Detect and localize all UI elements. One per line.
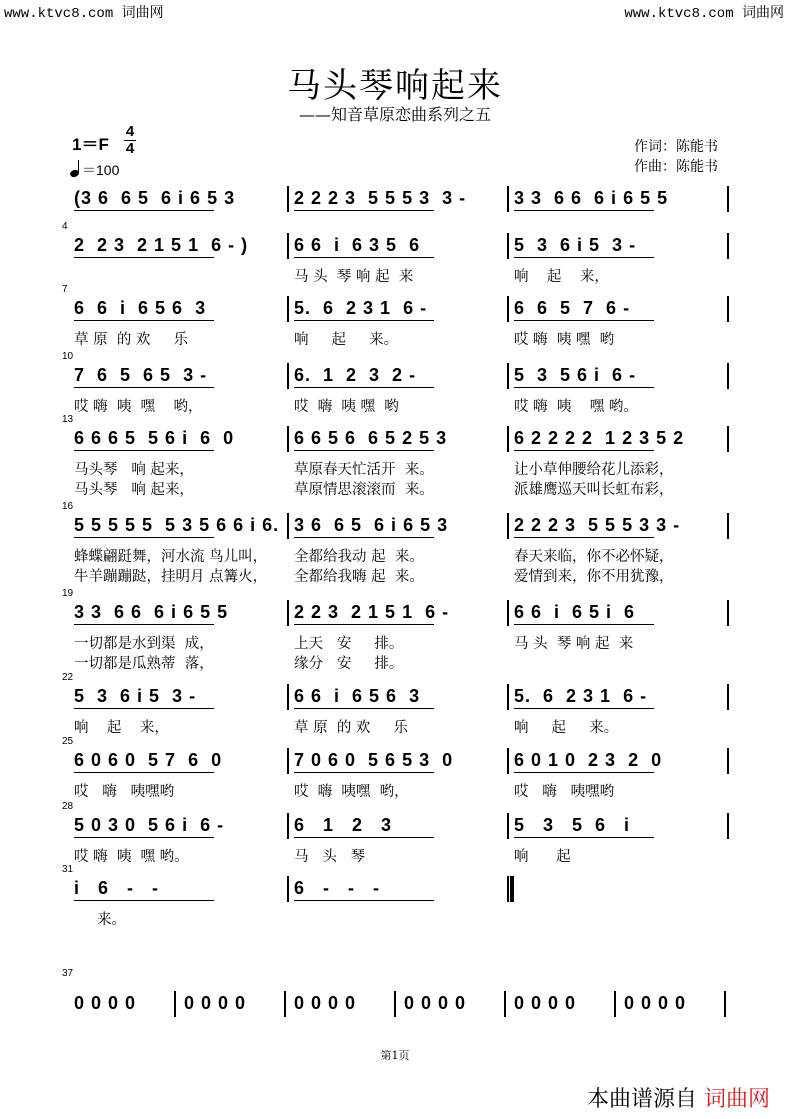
- rest-measure: 0 0 0 0: [294, 993, 357, 1013]
- system-number: 13: [62, 414, 74, 425]
- rest-measure: 0 0 0 0: [404, 993, 467, 1013]
- lyric-line: 一切都是水到渠 成，: [74, 636, 214, 652]
- lyric-line: 蜂蝶翩跹舞，河水流 鸟儿叫，: [74, 549, 268, 565]
- measure-notes: 6 - - -: [294, 878, 381, 898]
- beam-line: [294, 708, 434, 709]
- system-number: 22: [62, 672, 74, 683]
- bar-line: [507, 363, 509, 389]
- system-number: 28: [62, 801, 74, 812]
- lyric-line: 全都给我动 起 来。: [294, 549, 424, 565]
- bar-line: [394, 991, 396, 1017]
- system-number: 31: [62, 864, 74, 875]
- beam-line: [294, 900, 434, 901]
- measure-notes: 5 5 5 5 5 5 3 5 6 6 i 6.: [74, 515, 280, 535]
- beam-line: [514, 387, 654, 388]
- page-number: 第1页: [380, 1049, 410, 1062]
- bar-line: [507, 233, 509, 259]
- measure-notes: 6 0 1 0 2 3 2 0: [514, 750, 663, 770]
- measure-notes: 2 2 3 2 1 5 1 6 -: [294, 602, 450, 622]
- measure-notes: 6 6 i 6 5 6 3: [74, 298, 207, 318]
- beam-line: [294, 210, 434, 211]
- system-number: 10: [62, 351, 74, 362]
- measure-notes: 7 6 5 6 5 3 -: [74, 365, 208, 385]
- lyric-line: 哎 嗨 咦 嘿 哟。: [74, 849, 189, 865]
- beam-line: [514, 450, 654, 451]
- bar-line: [727, 426, 729, 452]
- lyric-line: 草原春天忙活开 来。: [294, 462, 434, 478]
- system-number: 25: [62, 736, 74, 747]
- beam-line: [514, 708, 654, 709]
- bar-line: [727, 748, 729, 774]
- quarter-note-icon: [70, 161, 82, 177]
- lyric-line: 马 头 琴 响 起 来: [514, 636, 634, 652]
- lyric-line: 哎 嗨 咦 嘿 哟: [514, 332, 615, 348]
- lyric-line: 草 原 的 欢 乐: [294, 720, 408, 736]
- lyric-line: 缘分 安 排。: [294, 656, 404, 672]
- beam-line: [294, 387, 434, 388]
- measure-notes: 3 3 6 6 6 i 6 5 5: [74, 602, 229, 622]
- lyric-line: 响 起: [514, 849, 571, 865]
- lyric-line: 草 原 的 欢 乐: [74, 332, 188, 348]
- beam-line: [74, 537, 214, 538]
- watermark-left: www.ktvc8.com 词曲网: [4, 6, 164, 22]
- rest-measure: 0 0 0 0: [74, 993, 137, 1013]
- lyric-line: 响 起 来。: [514, 720, 619, 736]
- measure-notes: 5 3 6 i 5 3 -: [514, 235, 637, 255]
- system-number: 19: [62, 588, 74, 599]
- lyric-line: 哎 嗨 咦 嘿 哟，: [74, 399, 203, 415]
- lyric-line: 响 起 来。: [294, 332, 399, 348]
- measure-notes: 2 2 2 3 5 5 5 3 3 -: [514, 515, 681, 535]
- beam-line: [74, 708, 214, 709]
- measure-notes: 5. 6 2 3 1 6 -: [294, 298, 428, 318]
- bar-line: [287, 426, 289, 452]
- measure-notes: 7 0 6 0 5 6 5 3 0: [294, 750, 454, 770]
- beam-line: [74, 210, 214, 211]
- measure-notes: 5 3 5 6 i: [514, 815, 631, 835]
- measure-notes: 5 0 3 0 5 6 i 6 -: [74, 815, 225, 835]
- measure-notes: 6 6 5 7 6 -: [514, 298, 631, 318]
- measure-notes: 5 3 6 i 5 3 -: [74, 686, 197, 706]
- measure-notes: (3 6 6 5 6 i 6 5 3: [74, 188, 236, 208]
- bar-line: [507, 684, 509, 710]
- lyric-line: 草原情思滚滚而 来。: [294, 482, 434, 498]
- beam-line: [74, 900, 214, 901]
- bar-line: [287, 876, 289, 902]
- tempo-marking: [70, 160, 119, 180]
- beam-line: [74, 624, 214, 625]
- lyric-line: 响 起 来，: [74, 720, 169, 736]
- system-number: 16: [62, 501, 74, 512]
- key-signature: 1＝F: [72, 135, 109, 154]
- rest-measure: 0 0 0 0: [514, 993, 577, 1013]
- bar-line: [287, 186, 289, 212]
- lyric-line: 哎 嗨 咦嘿 哟，: [294, 784, 409, 800]
- bar-line: [504, 991, 506, 1017]
- bar-line: [727, 684, 729, 710]
- measure-notes: 6 6 i 6 5 6 3: [294, 686, 421, 706]
- measure-notes: 5. 6 2 3 1 6 -: [514, 686, 648, 706]
- beam-line: [74, 450, 214, 451]
- lyric-line: 来。: [74, 912, 127, 928]
- measure-notes: 6 0 6 0 5 7 6 0: [74, 750, 223, 770]
- beam-line: [514, 320, 654, 321]
- beam-line: [74, 837, 214, 838]
- beam-line: [514, 772, 654, 773]
- bar-line: [507, 186, 509, 212]
- lyric-line: 让小草伸腰给花儿添彩，: [514, 462, 674, 478]
- lyric-line: 哎 嗨 咦 嘿 哟。: [514, 399, 638, 415]
- beam-line: [74, 387, 214, 388]
- measure-notes: 6 6 6 5 5 6 i 6 0: [74, 428, 235, 448]
- lyric-line: 马头琴 响 起来，: [74, 482, 194, 498]
- beam-line: [514, 257, 654, 258]
- lyric-line: 马头琴 响 起来，: [74, 462, 194, 478]
- measure-notes: 6. 1 2 3 2 -: [294, 365, 417, 385]
- source-prefix: 本曲谱源自: [586, 1087, 697, 1112]
- lyric-line: 马 头 琴: [294, 849, 366, 865]
- beam-line: [294, 537, 434, 538]
- lyric-line: 爱情到来，你不用犹豫，: [514, 569, 674, 585]
- measure-notes: 6 1 2 3: [294, 815, 393, 835]
- beam-line: [514, 210, 654, 211]
- lyric-line: 上天 安 排。: [294, 636, 404, 652]
- measure-notes: 3 3 6 6 6 i 6 5 5: [514, 188, 669, 208]
- lyricist-credit: 作词：陈能书: [634, 139, 718, 155]
- bar-line: [507, 296, 509, 322]
- lyric-line: 响 起 来，: [514, 269, 609, 285]
- bar-line: [507, 748, 509, 774]
- bar-line: [287, 233, 289, 259]
- bar-line: [287, 363, 289, 389]
- bar-line: [507, 813, 509, 839]
- system-number: 7: [62, 284, 68, 295]
- bar-line: [727, 363, 729, 389]
- beam-line: [294, 320, 434, 321]
- bar-line: [287, 684, 289, 710]
- lyric-line: 春天来临，你不必怀疑，: [514, 549, 674, 565]
- measure-notes: 2 2 2 3 5 5 5 3 3 -: [294, 188, 467, 208]
- lyric-line: 哎 嗨 咦嘿哟: [74, 784, 175, 800]
- bar-line: [724, 991, 726, 1017]
- system-number: 37: [62, 968, 74, 979]
- measure-notes: 6 6 i 6 5 i 6: [514, 602, 636, 622]
- tempo-value: ＝100: [82, 162, 120, 178]
- bar-line: [174, 991, 176, 1017]
- bar-line: [727, 600, 729, 626]
- beam-line: [74, 320, 214, 321]
- bar-line: [507, 876, 509, 902]
- measure-notes: 2 2 3 2 1 5 1 6 - ): [74, 235, 249, 255]
- bar-line: [287, 748, 289, 774]
- lyric-line: 哎 嗨 咦嘿哟: [514, 784, 615, 800]
- source-credit: [587, 1082, 770, 1113]
- beam-line: [514, 624, 654, 625]
- bar-line: [727, 813, 729, 839]
- measure-notes: 6 6 i 6 3 5 6: [294, 235, 421, 255]
- beam-line: [294, 257, 434, 258]
- bar-line: [727, 233, 729, 259]
- bar-line: [507, 513, 509, 539]
- beam-line: [514, 537, 654, 538]
- bar-line: [284, 991, 286, 1017]
- measure-notes: 6 2 2 2 2 1 2 3 5 2: [514, 428, 685, 448]
- lyric-line: 一切都是瓜熟蒂 落，: [74, 656, 214, 672]
- bar-line: [727, 296, 729, 322]
- composer-credit: 作曲：陈能书: [634, 159, 718, 175]
- time-signature: [124, 125, 136, 156]
- bar-line: [507, 600, 509, 626]
- beam-line: [294, 624, 434, 625]
- bar-line: [287, 600, 289, 626]
- lyric-line: 牛羊蹦蹦跶，挂明月 点篝火，: [74, 569, 268, 585]
- bar-line: [287, 513, 289, 539]
- source-brand: 词曲网: [703, 1087, 770, 1112]
- lyric-line: 派雄鹰巡天叫长虹布彩，: [514, 482, 674, 498]
- time-bottom: 4: [125, 140, 135, 157]
- beam-line: [294, 450, 434, 451]
- final-barline: [510, 876, 514, 902]
- bar-line: [727, 186, 729, 212]
- system-number: 4: [62, 221, 68, 232]
- bar-line: [614, 991, 616, 1017]
- beam-line: [294, 837, 434, 838]
- bar-line: [507, 426, 509, 452]
- watermark-right: www.ktvc8.com 词曲网: [624, 6, 784, 22]
- lyric-line: 哎 嗨 咦 嘿 哟: [294, 399, 399, 415]
- measure-notes: i 6 - -: [74, 878, 160, 898]
- measure-notes: 5 3 5 6 i 6 -: [514, 365, 637, 385]
- song-title: 马头琴响起来: [287, 66, 503, 106]
- measure-notes: 3 6 6 5 6 i 6 5 3: [294, 515, 449, 535]
- bar-line: [287, 296, 289, 322]
- lyric-line: 马 头 琴 响 起 来: [294, 269, 414, 285]
- beam-line: [514, 837, 654, 838]
- time-top: 4: [125, 123, 135, 140]
- beam-line: [294, 772, 434, 773]
- measure-notes: 6 6 5 6 6 5 2 5 3: [294, 428, 448, 448]
- beam-line: [74, 772, 214, 773]
- lyric-line: 全都给我嗨 起 来。: [294, 569, 424, 585]
- rest-measure: 0 0 0 0: [184, 993, 247, 1013]
- rest-measure: 0 0 0 0: [624, 993, 687, 1013]
- song-subtitle: ——知音草原恋曲系列之五: [298, 105, 491, 124]
- bar-line: [727, 513, 729, 539]
- bar-line: [287, 813, 289, 839]
- beam-line: [74, 257, 214, 258]
